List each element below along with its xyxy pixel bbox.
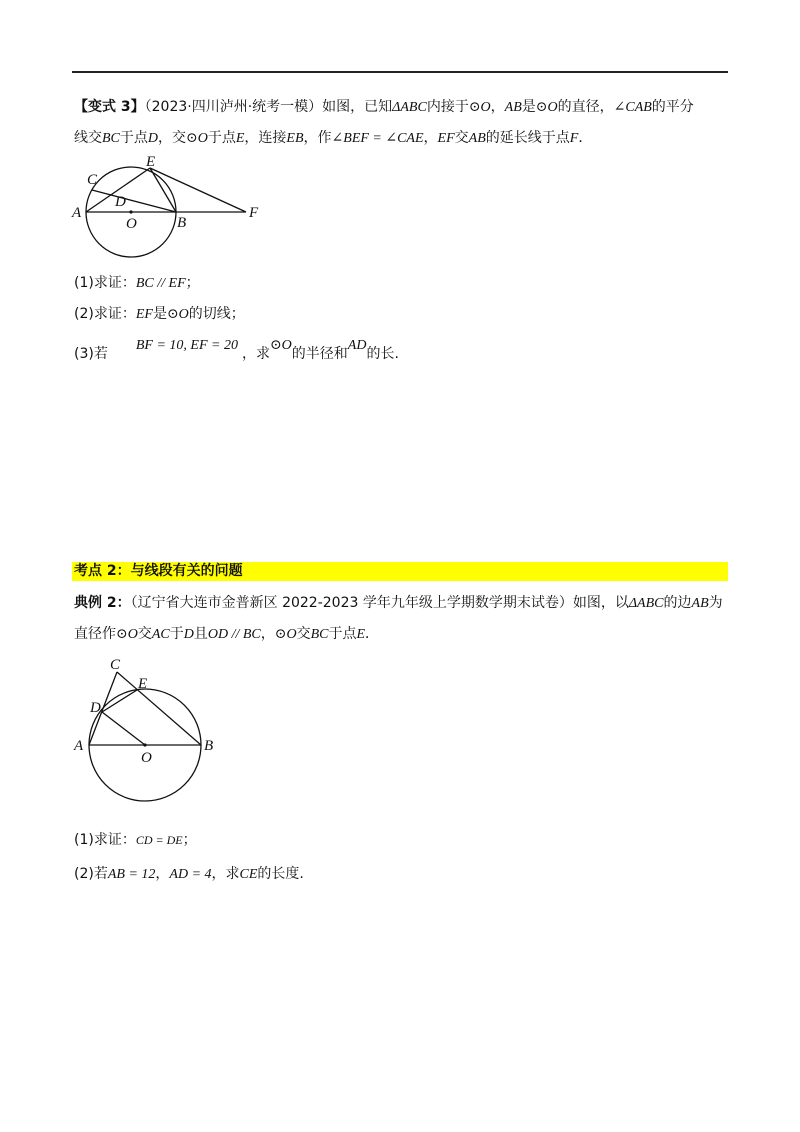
label-d: D (115, 194, 126, 210)
math: D (147, 131, 159, 146)
text: ， (155, 866, 170, 882)
text: （辽宁省大连市金普新区 2022-2023 学年九年级上学期数学期末试卷）如图，以 (130, 595, 629, 611)
section-heading (72, 562, 728, 581)
math: D (183, 627, 194, 642)
math: AB (504, 100, 522, 115)
text: ， (490, 99, 505, 115)
text: 交 (296, 626, 311, 642)
label-f: F (249, 205, 259, 221)
center-dot (143, 743, 146, 746)
math: BC (102, 131, 120, 146)
math: EB (286, 131, 304, 146)
math: ΔABC (392, 100, 427, 115)
label-o: O (126, 216, 137, 232)
math: CE (239, 867, 258, 882)
example2-question-2 (74, 864, 304, 885)
text: ， (423, 130, 438, 146)
variant3-tag: 【变式 3】 (74, 99, 145, 115)
text: 于 (169, 626, 184, 642)
line-do (102, 712, 145, 745)
example2-question-1 (74, 830, 197, 850)
text: 的边 (663, 595, 692, 611)
text: 交 (454, 130, 469, 146)
variant3-line1 (74, 97, 694, 118)
text: (2)若 (74, 866, 108, 882)
example2-line2 (74, 624, 379, 645)
math: ∠BEF = ∠CAE (331, 131, 424, 146)
label-e: E (138, 676, 148, 692)
text: 的半径和 (291, 346, 348, 362)
text: 交 (137, 626, 152, 642)
text: 的长. (366, 346, 399, 362)
label-a: A (74, 738, 84, 754)
math: E (356, 627, 366, 642)
math: ⊙O (166, 307, 189, 322)
text: 且 (193, 626, 208, 642)
variant3-question-3 (74, 338, 399, 365)
variant3-question-2 (74, 304, 245, 325)
variant3-line2 (74, 128, 592, 149)
text: 的延长线于点 (485, 130, 570, 146)
math: OD // BC (207, 627, 261, 642)
text: ． (578, 130, 593, 146)
math: ⊙O (269, 338, 292, 353)
math: BF = 10, EF = 20 (135, 338, 238, 353)
text: （2023·四川泸州·统考一模）如图，已知 (144, 99, 393, 115)
example2-tag: 典例 2： (74, 595, 131, 611)
label-e: E (146, 155, 156, 170)
variant3-question-1 (74, 273, 200, 294)
math: BC (310, 627, 329, 642)
text: ； (185, 275, 200, 291)
text: ，求 (241, 346, 270, 362)
text: 的平分 (651, 99, 694, 115)
text: ； (182, 832, 197, 848)
label-d: D (90, 700, 101, 716)
label-a: A (72, 205, 82, 221)
section-title: 考点 2：与线段有关的问题 (74, 563, 243, 579)
math: ∠CAB (613, 100, 652, 115)
example2-line1 (74, 593, 723, 614)
text: 为 (708, 595, 723, 611)
math: ⊙O (468, 100, 491, 115)
label-c: C (87, 172, 98, 188)
math: EF (135, 307, 153, 322)
line-cb (117, 672, 201, 745)
math: ⊙O (274, 627, 297, 642)
variant3-geometry-diagram (70, 155, 270, 260)
math: EF (437, 131, 455, 146)
text: ，作 (303, 130, 332, 146)
text: (3)若 (74, 346, 108, 362)
math: CD = DE (135, 833, 183, 847)
example2-geometry-diagram (70, 652, 230, 812)
text: ，交 (158, 130, 187, 146)
text: 直径作 (74, 626, 116, 642)
line-de (102, 690, 137, 712)
line-cb (92, 190, 176, 212)
center-dot (129, 210, 132, 213)
label-c: C (110, 657, 121, 673)
header-rule (72, 71, 728, 73)
math: AC (151, 627, 170, 642)
math: AD = 4 (169, 867, 212, 882)
text: (1)求证： (74, 275, 136, 291)
label-b: B (204, 738, 214, 754)
text: 的直径， (557, 99, 614, 115)
text: 线交 (74, 130, 102, 146)
line-ef (150, 168, 246, 212)
text: (2)求证： (74, 306, 136, 322)
math: ΔABC (628, 596, 664, 611)
math: AD (347, 338, 367, 353)
math: BC // EF (135, 276, 186, 291)
math: AB = 12 (107, 867, 156, 882)
text: 的长度. (257, 866, 304, 882)
math: F (569, 131, 579, 146)
math: E (235, 131, 245, 146)
text: 是 (521, 99, 536, 115)
text: 的切线； (188, 306, 245, 322)
text: 于点 (207, 130, 236, 146)
text: 于点 (328, 626, 357, 642)
text: ，连接 (244, 130, 287, 146)
text: ． (365, 626, 380, 642)
text: 内接于 (426, 99, 469, 115)
math: ⊙O (116, 627, 138, 642)
label-o: O (141, 750, 152, 766)
math: AB (691, 596, 709, 611)
text: ， (260, 626, 275, 642)
math: ⊙O (535, 100, 558, 115)
math: AB (468, 131, 486, 146)
label-b: B (177, 215, 187, 231)
math: ⊙O (186, 131, 208, 146)
text: ，求 (211, 866, 240, 882)
text: 于点 (119, 130, 148, 146)
text: 是 (152, 306, 167, 322)
text: (1)求证： (74, 832, 136, 848)
